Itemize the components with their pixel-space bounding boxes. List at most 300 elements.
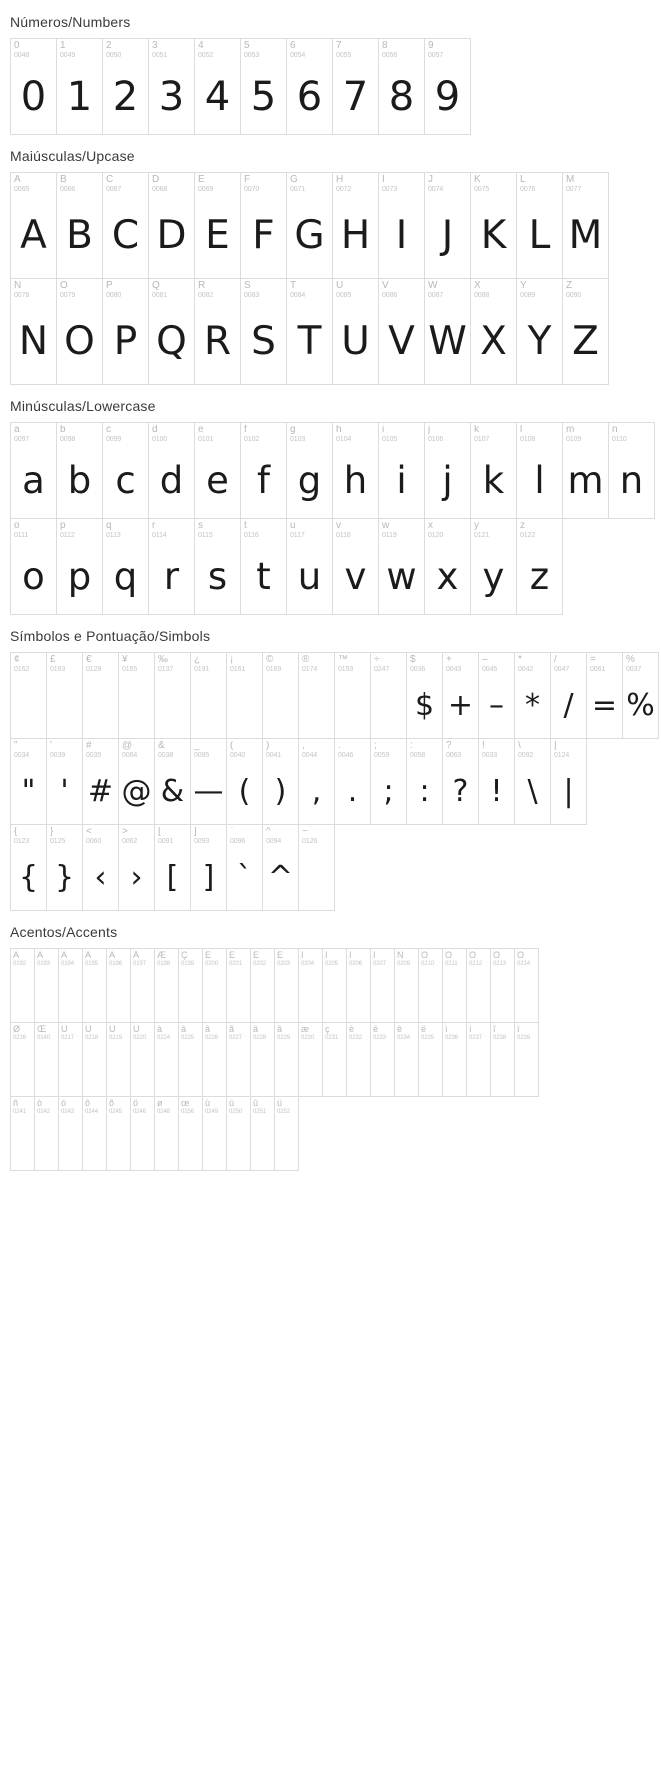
glyph-cell[interactable]	[378, 422, 425, 519]
glyph-cell[interactable]	[130, 948, 155, 1023]
glyph-cell[interactable]	[334, 652, 371, 739]
glyph-cell[interactable]	[178, 1022, 203, 1097]
glyph-char-label: I	[382, 175, 385, 185]
glyph-row	[10, 518, 562, 614]
glyph-meta	[323, 949, 346, 967]
glyph-cell[interactable]	[298, 652, 335, 739]
glyph-cell[interactable]	[514, 652, 551, 739]
glyph-sample: H	[340, 213, 371, 259]
glyph-cell[interactable]	[148, 422, 195, 519]
glyph-sample	[35, 967, 58, 1022]
glyph-meta	[11, 279, 56, 299]
glyph-charcode: 0117	[290, 532, 305, 539]
glyph-cell[interactable]	[226, 1096, 251, 1171]
glyph-cell[interactable]	[286, 278, 333, 385]
glyph-meta	[179, 949, 202, 967]
glyph-sample: N	[18, 319, 49, 365]
glyph-cell[interactable]	[240, 518, 287, 615]
glyph-cell[interactable]	[442, 738, 479, 825]
glyph-meta	[471, 519, 516, 539]
glyph-cell[interactable]	[118, 824, 155, 911]
glyph-charcode: 0049	[60, 52, 76, 59]
glyph-charcode: 0118	[336, 532, 351, 539]
glyph-cell[interactable]	[226, 1022, 251, 1097]
glyph-cell[interactable]	[10, 738, 47, 825]
glyph-cell[interactable]	[154, 824, 191, 911]
glyph-charcode: 0237	[469, 1035, 482, 1041]
glyph-cell[interactable]	[550, 738, 587, 825]
glyph-cell[interactable]	[82, 824, 119, 911]
glyph-char-label: O	[60, 281, 68, 291]
glyph-cell[interactable]	[34, 1096, 59, 1171]
glyph-cell[interactable]	[10, 1096, 35, 1171]
glyph-cell[interactable]	[470, 518, 517, 615]
glyph-char-label: e	[198, 425, 204, 435]
glyph-char-label: 7	[336, 41, 342, 51]
glyph-sample: ;	[383, 774, 394, 810]
glyph-cell[interactable]	[194, 172, 241, 279]
glyph-charcode: 0056	[382, 52, 398, 59]
glyph-meta	[155, 739, 190, 759]
glyph-cell[interactable]	[194, 518, 241, 615]
glyph-meta	[299, 949, 322, 967]
glyph-row	[10, 1022, 538, 1096]
glyph-cell[interactable]	[190, 824, 227, 911]
glyph-charcode: 0225	[181, 1035, 194, 1041]
glyph-cell[interactable]	[58, 1096, 83, 1171]
glyph-cell[interactable]	[46, 652, 83, 739]
glyph-cell[interactable]	[516, 172, 563, 279]
glyph-char-label: [	[158, 827, 161, 837]
glyph-cell[interactable]	[332, 172, 379, 279]
glyph-cell[interactable]	[10, 422, 57, 519]
glyph-cell[interactable]	[394, 948, 419, 1023]
glyph-charcode: 0091	[158, 838, 174, 845]
glyph-cell[interactable]	[102, 278, 149, 385]
glyph-cell[interactable]	[298, 824, 335, 911]
glyph-cell[interactable]	[490, 1022, 515, 1097]
glyph-cell[interactable]	[442, 948, 467, 1023]
glyph-meta	[333, 423, 378, 443]
glyph-row	[10, 172, 608, 278]
glyph-cell[interactable]	[332, 278, 379, 385]
glyph-cell[interactable]	[250, 1096, 275, 1171]
glyph-sample	[515, 967, 538, 1022]
glyph-sample	[83, 967, 106, 1022]
glyph-cell[interactable]	[562, 172, 609, 279]
glyph-cell[interactable]	[406, 652, 443, 739]
glyph-cell[interactable]	[178, 1096, 203, 1171]
glyph-meta	[57, 173, 102, 193]
glyph-cell[interactable]	[406, 738, 443, 825]
glyph-cell[interactable]	[190, 652, 227, 739]
glyph-charcode: 0080	[106, 292, 122, 299]
glyph-cell[interactable]	[148, 172, 195, 279]
glyph-cell[interactable]	[378, 172, 425, 279]
glyph-charcode: 0096	[230, 838, 246, 845]
glyph-char-label: ?	[446, 741, 452, 751]
glyph-char-label: Î	[349, 951, 352, 960]
glyph-sample: J	[441, 213, 454, 259]
glyph-sample	[443, 1041, 466, 1096]
section-numbers	[10, 14, 651, 134]
glyph-cell[interactable]	[322, 1022, 347, 1097]
glyph-cell[interactable]	[346, 1022, 371, 1097]
glyph-meta	[379, 279, 424, 299]
glyph-cell[interactable]	[516, 422, 563, 519]
glyph-sample: q	[113, 555, 138, 599]
glyph-cell[interactable]	[226, 824, 263, 911]
glyph-charcode: 0070	[244, 186, 260, 193]
glyph-meta	[83, 1023, 106, 1041]
glyph-grid	[10, 422, 651, 614]
glyph-cell[interactable]	[332, 422, 379, 519]
glyph-cell[interactable]	[106, 1022, 131, 1097]
glyph-charcode: 0036	[410, 666, 426, 673]
glyph-cell[interactable]	[34, 948, 59, 1023]
glyph-cell[interactable]	[298, 738, 335, 825]
glyph-cell[interactable]	[334, 738, 371, 825]
glyph-charcode: 0231	[325, 1035, 338, 1041]
glyph-meta	[155, 949, 178, 967]
glyph-cell[interactable]	[102, 172, 149, 279]
glyph-meta	[241, 173, 286, 193]
glyph-cell[interactable]	[106, 1096, 131, 1171]
glyph-cell[interactable]	[178, 948, 203, 1023]
glyph-charcode: 0058	[410, 752, 426, 759]
glyph-char-label: `	[230, 827, 234, 837]
glyph-char-label: M	[566, 175, 575, 185]
glyph-meta	[155, 825, 190, 845]
glyph-charcode: 0193	[37, 961, 50, 967]
glyph-sample: I	[395, 213, 408, 259]
glyph-cell[interactable]	[58, 1022, 83, 1097]
glyph-grid	[10, 172, 651, 384]
glyph-cell[interactable]	[370, 652, 407, 739]
glyph-cell[interactable]	[322, 948, 347, 1023]
glyph-cell[interactable]	[286, 518, 333, 615]
glyph-meta	[333, 519, 378, 539]
glyph-cell[interactable]	[516, 278, 563, 385]
glyph-meta	[227, 653, 262, 673]
glyph-cell[interactable]	[286, 422, 333, 519]
glyph-char-label: ~	[302, 827, 308, 837]
glyph-meta	[103, 39, 148, 59]
glyph-sample	[335, 673, 370, 738]
glyph-cell[interactable]	[240, 38, 287, 135]
glyph-char-label: ü	[277, 1099, 283, 1108]
glyph-cell[interactable]	[516, 518, 563, 615]
glyph-cell[interactable]	[250, 1022, 275, 1097]
glyph-row	[10, 738, 586, 824]
glyph-cell[interactable]	[442, 1022, 467, 1097]
glyph-meta	[47, 825, 82, 845]
glyph-cell[interactable]	[418, 1022, 443, 1097]
glyph-cell[interactable]	[332, 38, 379, 135]
glyph-char-label: D	[152, 175, 160, 185]
glyph-meta	[471, 423, 516, 443]
glyph-cell[interactable]	[470, 172, 517, 279]
glyph-char-label: Q	[152, 281, 160, 291]
glyph-cell[interactable]	[82, 1022, 107, 1097]
glyph-cell[interactable]	[154, 1096, 179, 1171]
glyph-char-label: h	[336, 425, 342, 435]
glyph-cell[interactable]	[82, 652, 119, 739]
glyph-cell[interactable]	[34, 1022, 59, 1097]
glyph-cell[interactable]	[378, 518, 425, 615]
glyph-meta	[155, 1097, 178, 1115]
glyph-cell[interactable]	[586, 652, 623, 739]
glyph-cell[interactable]	[262, 738, 299, 825]
glyph-cell[interactable]	[202, 1022, 227, 1097]
glyph-cell[interactable]	[58, 948, 83, 1023]
glyph-cell[interactable]	[250, 948, 275, 1023]
glyph-cell[interactable]	[154, 652, 191, 739]
glyph-charcode: 0161	[230, 666, 246, 673]
glyph-cell[interactable]	[298, 948, 323, 1023]
glyph-cell[interactable]	[562, 422, 609, 519]
glyph-cell[interactable]	[514, 948, 539, 1023]
glyph-sample: F	[252, 213, 275, 259]
glyph-sample	[467, 1041, 490, 1096]
glyph-cell[interactable]	[154, 948, 179, 1023]
glyph-char-label: w	[382, 521, 390, 531]
glyph-cell[interactable]	[226, 652, 263, 739]
glyph-sample: +	[447, 688, 474, 724]
glyph-sample	[203, 1115, 226, 1170]
glyph-cell[interactable]	[82, 948, 107, 1023]
glyph-cell[interactable]	[346, 948, 371, 1023]
glyph-cell[interactable]	[466, 1022, 491, 1097]
glyph-cell[interactable]	[442, 652, 479, 739]
glyph-cell[interactable]	[418, 948, 443, 1023]
glyph-charcode: 0233	[373, 1035, 386, 1041]
glyph-cell[interactable]	[562, 278, 609, 385]
glyph-cell[interactable]	[194, 422, 241, 519]
glyph-char-label: .	[338, 741, 341, 751]
glyph-sample: ?	[452, 774, 469, 810]
glyph-char-label: Ô	[469, 951, 477, 960]
glyph-cell[interactable]	[226, 948, 251, 1023]
glyph-sample: 9	[434, 73, 461, 120]
glyph-cell[interactable]	[370, 738, 407, 825]
glyph-charcode: 0067	[106, 186, 122, 193]
glyph-cell[interactable]	[478, 738, 515, 825]
glyph-cell[interactable]	[378, 38, 425, 135]
glyph-sample: S	[251, 319, 276, 365]
glyph-cell[interactable]	[514, 738, 551, 825]
glyph-charcode: 0090	[566, 292, 582, 299]
glyph-cell[interactable]	[10, 518, 57, 615]
glyph-cell[interactable]	[56, 518, 103, 615]
glyph-cell[interactable]	[274, 948, 299, 1023]
glyph-cell[interactable]	[370, 948, 395, 1023]
glyph-cell[interactable]	[82, 738, 119, 825]
glyph-charcode: 0126	[302, 838, 318, 845]
glyph-cell[interactable]	[424, 422, 471, 519]
glyph-cell[interactable]	[56, 172, 103, 279]
glyph-cell[interactable]	[194, 38, 241, 135]
glyph-cell[interactable]	[470, 278, 517, 385]
glyph-charcode: 0224	[157, 1035, 170, 1041]
glyph-cell[interactable]	[490, 948, 515, 1023]
glyph-meta	[57, 519, 102, 539]
glyph-cell[interactable]	[240, 172, 287, 279]
glyph-meta	[609, 423, 654, 443]
glyph-cell[interactable]	[118, 652, 155, 739]
glyph-charcode: 0238	[493, 1035, 506, 1041]
glyph-sample: —	[193, 774, 224, 810]
glyph-sample	[35, 1041, 58, 1096]
glyph-char-label: æ	[301, 1025, 310, 1034]
glyph-sample	[155, 1041, 178, 1096]
glyph-cell[interactable]	[10, 824, 47, 911]
glyph-cell[interactable]	[370, 1022, 395, 1097]
glyph-cell[interactable]	[226, 738, 263, 825]
glyph-cell[interactable]	[148, 38, 195, 135]
glyph-meta	[333, 173, 378, 193]
glyph-charcode: 0252	[277, 1109, 290, 1115]
glyph-cell[interactable]	[424, 278, 471, 385]
glyph-cell[interactable]	[10, 948, 35, 1023]
glyph-meta	[551, 739, 586, 759]
glyph-cell[interactable]	[154, 1022, 179, 1097]
glyph-charcode: 0244	[85, 1109, 98, 1115]
glyph-charcode: 0097	[14, 436, 30, 443]
glyph-charcode: 0220	[133, 1035, 146, 1041]
glyph-cell[interactable]	[82, 1096, 107, 1171]
glyph-cell[interactable]	[10, 652, 47, 739]
glyph-sample: =	[591, 688, 618, 724]
glyph-cell[interactable]	[56, 422, 103, 519]
glyph-cell[interactable]	[424, 172, 471, 279]
glyph-cell[interactable]	[286, 172, 333, 279]
glyph-meta	[227, 739, 262, 759]
glyph-cell[interactable]	[154, 738, 191, 825]
glyph-meta	[587, 653, 622, 673]
glyph-cell[interactable]	[102, 422, 149, 519]
glyph-char-label: u	[290, 521, 296, 531]
glyph-sample	[131, 967, 154, 1022]
glyph-cell[interactable]	[56, 38, 103, 135]
glyph-cell[interactable]	[262, 652, 299, 739]
glyph-cell[interactable]	[10, 278, 57, 385]
glyph-cell[interactable]	[240, 422, 287, 519]
glyph-cell[interactable]	[46, 738, 83, 825]
glyph-sample: 2	[112, 73, 139, 120]
glyph-cell[interactable]	[118, 738, 155, 825]
glyph-cell[interactable]	[56, 278, 103, 385]
glyph-meta	[407, 739, 442, 759]
glyph-charcode: 0201	[229, 961, 242, 967]
glyph-cell[interactable]	[148, 518, 195, 615]
glyph-cell[interactable]	[550, 652, 587, 739]
glyph-cell[interactable]	[102, 518, 149, 615]
glyph-char-label: L	[520, 175, 526, 185]
glyph-meta	[425, 423, 470, 443]
glyph-cell[interactable]	[274, 1022, 299, 1097]
glyph-char-label: R	[198, 281, 206, 291]
glyph-cell[interactable]	[10, 172, 57, 279]
glyph-cell[interactable]	[394, 1022, 419, 1097]
glyph-charcode: 0102	[244, 436, 260, 443]
glyph-meta	[191, 825, 226, 845]
glyph-charcode: 0124	[554, 752, 570, 759]
glyph-cell[interactable]	[148, 278, 195, 385]
glyph-meta	[479, 653, 514, 673]
glyph-char-label: ^	[266, 827, 271, 837]
glyph-cell[interactable]	[130, 1096, 155, 1171]
glyph-cell[interactable]	[190, 738, 227, 825]
glyph-cell[interactable]	[298, 1022, 323, 1097]
glyph-sample: Z	[572, 319, 599, 365]
glyph-meta	[251, 1023, 274, 1041]
glyph-char-label: ©	[266, 655, 274, 665]
glyph-meta	[419, 949, 442, 967]
glyph-cell[interactable]	[240, 278, 287, 385]
glyph-sample: t	[256, 555, 271, 599]
glyph-cell[interactable]	[202, 948, 227, 1023]
glyph-cell[interactable]	[10, 1022, 35, 1097]
glyph-cell[interactable]	[622, 652, 659, 739]
glyph-cell[interactable]	[608, 422, 655, 519]
glyph-char-label: £	[50, 655, 56, 665]
glyph-cell[interactable]	[102, 38, 149, 135]
glyph-char-label: ]	[194, 827, 197, 837]
glyph-char-label: Ò	[421, 951, 429, 960]
glyph-cell[interactable]	[424, 38, 471, 135]
glyph-char-label: G	[290, 175, 298, 185]
glyph-char-label: \	[518, 741, 521, 751]
glyph-meta	[195, 39, 240, 59]
glyph-sample	[107, 967, 130, 1022]
glyph-char-label: !	[482, 741, 485, 751]
glyph-sample: l	[534, 459, 545, 503]
glyph-meta	[371, 653, 406, 673]
glyph-cell[interactable]	[106, 948, 131, 1023]
glyph-charcode: 0197	[133, 961, 146, 967]
glyph-sample: *	[525, 688, 540, 724]
section-accents	[10, 924, 651, 1170]
glyph-cell[interactable]	[424, 518, 471, 615]
glyph-meta	[107, 949, 130, 967]
glyph-char-label: Ê	[253, 951, 260, 960]
glyph-sample: &	[160, 774, 185, 810]
glyph-cell[interactable]	[46, 824, 83, 911]
glyph-char-label: v	[336, 521, 341, 531]
glyph-sample: 0	[20, 73, 47, 120]
glyph-cell[interactable]	[10, 38, 57, 135]
glyph-cell[interactable]	[194, 278, 241, 385]
glyph-meta	[107, 1097, 130, 1115]
glyph-charcode: 0100	[152, 436, 168, 443]
glyph-cell[interactable]	[274, 1096, 299, 1171]
glyph-cell[interactable]	[202, 1096, 227, 1171]
glyph-meta	[471, 173, 516, 193]
glyph-cell[interactable]	[378, 278, 425, 385]
glyph-cell[interactable]	[466, 948, 491, 1023]
glyph-cell[interactable]	[286, 38, 333, 135]
glyph-cell[interactable]	[262, 824, 299, 911]
glyph-cell[interactable]	[332, 518, 379, 615]
glyph-charcode: 0046	[338, 752, 354, 759]
glyph-meta	[563, 173, 608, 193]
glyph-char-label: N	[14, 281, 22, 291]
glyph-cell[interactable]	[478, 652, 515, 739]
glyph-cell[interactable]	[130, 1022, 155, 1097]
glyph-cell[interactable]	[514, 1022, 539, 1097]
glyph-cell[interactable]	[470, 422, 517, 519]
